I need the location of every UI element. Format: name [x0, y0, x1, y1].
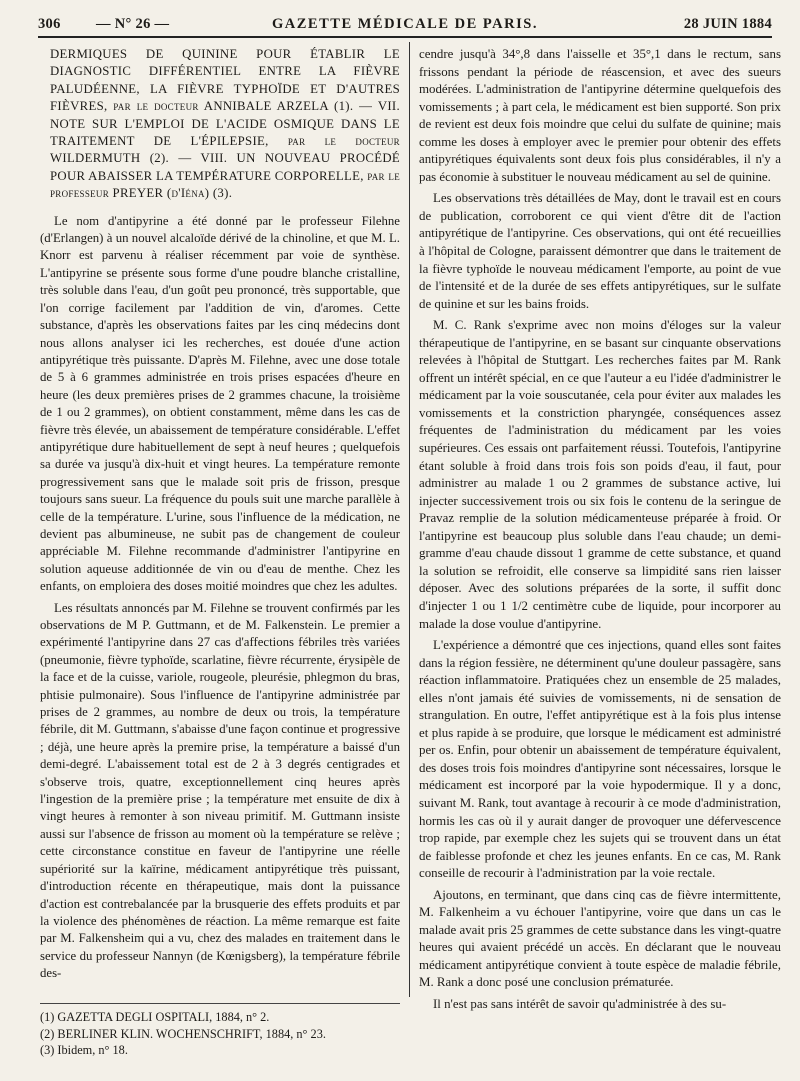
right-column	[419, 46, 781, 1018]
paragraph: cendre jusqu'à 34°,8 dans l'aisselle et 35°,1 dans le rectum, sans frissons pendant la période de réascension, et avec des sueurs modérées. L'administration de l'antipyrine détermine quelquefois des vomissements ; à part cela, le médicament est bien supporté. Son prix de revient est deux fois moindre que celui du sulfate de quinine; mais comme les doses à employer avec le premier pour obtenir des effets antipyrétiques équivalents sont deux fois plus considérables, il n'y a pas économie à substituer le nouveau médicament au sel de quinine.	[419, 47, 781, 184]
issue-date: 28 JUIN 1884	[683, 16, 772, 32]
footnote: (3) Ibidem, n° 18.	[40, 1043, 128, 1057]
footnote: (2) BERLINER KLIN. WOCHENSCHRIFT, 1884, n° 23.	[40, 1026, 326, 1041]
page-number: 306	[38, 16, 61, 32]
issue-number: — N° 26 —	[96, 16, 170, 32]
paragraph: Les résultats annoncés par M. Filehne se trouvent confirmés par les observations de M P. Guttmann, et de M. Falkenstein. Le premier a expérimenté l'antipyrine dans 27 cas d'affections fébriles très variées (pneumonie, fièvre typhoïde, scarlatine, fièvre récurrente, érysipèle de la face et de la cuisse, variole, rougeole, pleurésie, phlegmon du bras, phtisie pulmonaire). Sous l'influence de l'antipyrine administrée par prises de 2 grammes, au nombre de deux ou trois, la température fébrile, dit M. Guttmann, s'abaisse d'une façon continue et progressive ; déjà, une heure après la premire prise, la température a baissé d'un demi-degré. L'abaissement total est de 2 à 3 degrés centigrades et s'observe trois, quatre, exceptionnellement cinq heures après l'ingestion de la première prise ; la température met ensuite de dix à vingt heures à remonter à son niveau primitif. M. Guttmann insiste aussi sur l'absence de frisson au moment où la température se relève ; cette circonstance constitue en faveur de l'antipyrine une réelle supériorité sur la kaïrine, médicament antipyrétique très puissant, d'introduction récente en thérapeutique, mais dont la puissance d'action est contrebalancée par la brusquerie des effets produits et par la violence des phénomènes de réaction. La même remarque est faite par M. Falkensheim qui a vu, chez des malades en traitement dans le service du professeur Nannyn (de Kœnigsberg), la température fébrile des-	[40, 600, 400, 981]
paragraph: Ajoutons, en terminant, que dans cinq cas de fièvre intermittente, M. Falkenheim a vu échouer l'antipyrine, voire que dans un cas le malade avait pris 25 grammes de cette substance dans les vingt-quatre heures qui avaient précédé un accès. En déclarant que le nouveau médicament antipyrétique convient à toute espèce de maladie fébrile, M. Rank a donc posé une conclusion prématurée.	[419, 887, 781, 990]
left-column	[40, 46, 400, 987]
footnote-rule	[40, 1003, 400, 1004]
paragraph: Le nom d'antipyrine a été donné par le professeur Filehne (d'Erlangen) à un nouvel alcaloïde dérivé de la chinoline, et que M. L. Knorr est parvenu à réaliser récemment par voie de synthèse. L'antipyrine se présente sous forme d'une poudre blanche cristalline, très soluble dans l'eau, d'un goût peu prononcé, très supportable, que l'on corrige facilement par l'addition de vin, d'aromes. Cette substance, d'après les observations faites par les cinq médecins dont nous allons analyser ici les recherches, est douée d'une action antipyrétique très puissante. D'après M. Filehne, avec une dose totale de 5 à 6 grammes administrée en trois prises espacées d'heure en heure (les deux premières prises de 2 grammes chacune, la troisième de 1 ou 2 grammes), on obtient constamment, même dans les cas de fièvre très élevée, un abaissement de température considérable. L'effet antipyrétique dure habituellement de sept à neuf heures ; quelquefois sa durée va jusqu'à dix-huit et vingt heures. La température remonte progressivement sans que le malade soit pris de frisson, presque toujours sans sueur. La fréquence du pouls suit une marche parallèle à celle de la température. L'urine, sous l'influence de la médication, ne devient pas albumineuse, ne subit pas de changement de couleur appréciable M. Filehne recommande d'administrer l'antipyrine en solution aqueuse additionnée de vin ou d'eau de menthe. Chez les enfants, on emploiera des doses moitié moindres que chez les adultes.	[40, 213, 400, 594]
column-divider	[409, 42, 410, 997]
paragraph: L'expérience a démontré que ces injections, quand elles sont faites dans la région fessière, ne déterminent qu'une douleur passagère, sans réaction inflammatoire. Pratiquées chez un ensemble de 25 malades, elles n'ont jamais été suivies de vomissements, ni de sensation de strangulation. En outre, l'effet antipyrétique est à la fois plus intense et plus rapide à se produire, que lorsque le médicament est administré per os. Enfin, pour obtenir un abaissement de température équivalent, des doses trois fois moindres d'antipyrine sont nécessaires, lorsque le médicament est incorporé par la voie hypodermique. Il y a donc, suivant M. Rank, tout avantage à recourir à ce mode d'administration, hormis les cas où il y aurait danger de provoquer une défervescence trop rapide, par exemple chez les sujets qui se trouvent dans un état de faiblesse profonde et chez les jeunes enfants. En ce cas, M. Rank conseille de recourir à l'administration par la voie rectale.	[419, 638, 781, 881]
paragraph: M. C. Rank s'exprime avec non moins d'éloges sur la valeur thérapeutique de l'antipyrine, en se basant sur cinquante observations relevées à l'hôpital de Stuttgart. Les recherches faites par M. Rank offrent un intérêt spécial, en ce que l'auteur a eu l'idée d'administrer le médicament par la voie souscutanée, cela pour éviter aux malades les vomissements et la constriction pharyngée, conséquences assez fréquentes de l'administration du médicament par les voies supérieures. Ces essais ont parfaitement réussi. Toutefois, l'antipyrine étant soluble à froid dans trois fois son poids d'eau, il faut, pour administrer au malade 1 ou 2 grammes de substance active, lui injecter successivement trois ou six fois le contenu de la seringue de Pravaz remplie de la solution médicamenteuse préparée à froid. Or l'antipyrine est beaucoup plus soluble dans l'eau chaude; un demi-gramme d'eau chaude dissout 1 gramme de cette substance, et quand la solution se refroidit, elle conserve sa limpidité sans rien laisser déposer. Avec des solutions préparées de la sorte, il suffit donc d'injecter 1 ou 1 1/2 centimètre cube de liquide, pour incorporer au malade la dose voulue d'antipyrine.	[419, 318, 781, 631]
paragraph: Il n'est pas sans intérêt de savoir qu'administrée à des su-	[433, 996, 727, 1011]
paragraph: Les observations très détaillées de May, dont le travail est en cours de publication, corroborent ce qui vient d'être dit de l'action antipyrétique de l'antipyrine. Ces observations, qui ont été recueillies à l'hôpital de Cologne, paraissent démontrer que dans le traitement de la fièvre typhoïde le nouveau médicament l'emporte, au point de vue de l'intensité et de la durée de ses effets antipyrétiques, sur le sulfate de quinine et sur les bains froids.	[419, 191, 781, 311]
footnote: (1) GAZETTA DEGLI OSPITALI, 1884, n° 2.	[40, 1010, 270, 1024]
footnotes	[40, 1009, 400, 1059]
journal-title: GAZETTE MÉDICALE DE PARIS.	[272, 16, 538, 32]
page-header	[38, 14, 772, 38]
contents-continuation: DERMIQUES DE QUININE POUR ÉTABLIR LE DIAGNOSTIC DIFFÉRENTIEL ENTRE LA FIÈVRE PALUDÉENNE, LA FIÈVRE TYPHOÏDE ET D'AUTRES FIÈVRES, par le docteur ANNIBALE ARZELA (1). — VII. NOTE SUR L'EMPLOI DE L'ACIDE OSMIQUE DANS LE TRAITEMENT DE L'ÉPILEPSIE, par le docteur WILDERMUTH (2). — VIII. UN NOUVEAU PROCÉDÉ POUR ABAISSER LA TEMPÉRATURE CORPORELLE, par le professeur PREYER (d'Iéna) (3).	[50, 47, 400, 201]
